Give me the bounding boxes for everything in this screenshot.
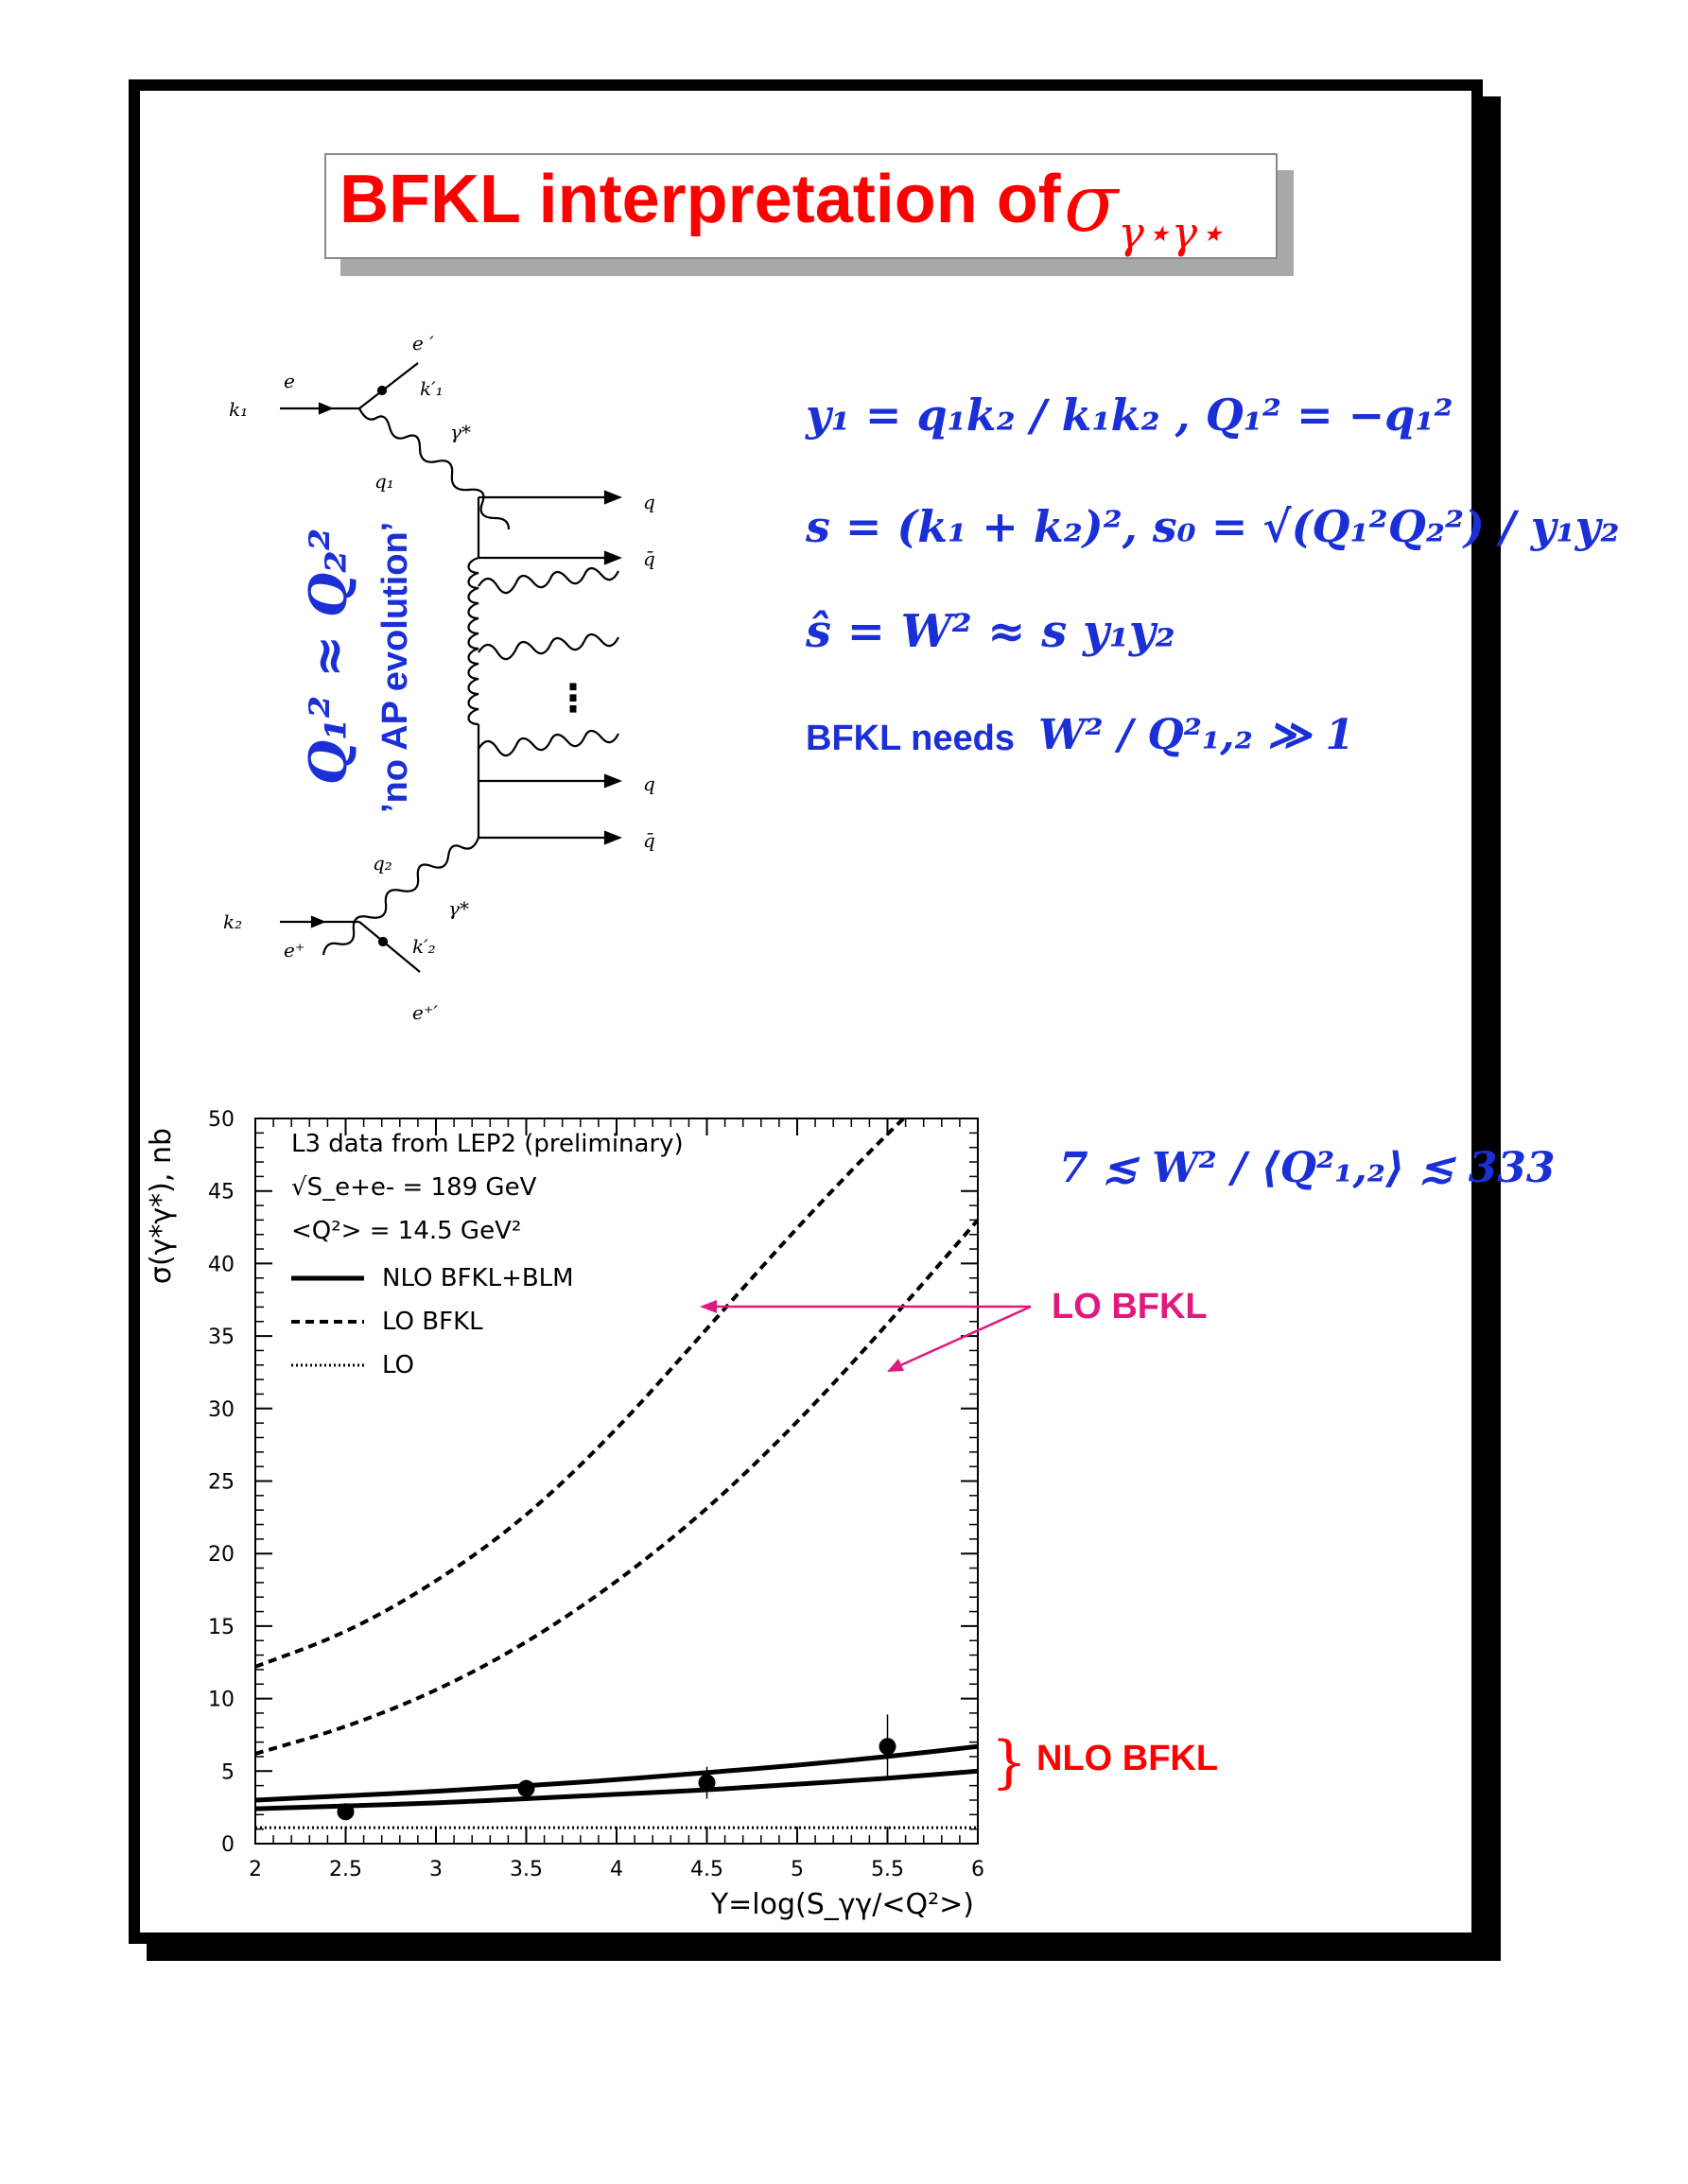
label-e-plus-prime: e⁺′ bbox=[412, 1001, 438, 1024]
y-tick-label: 10 bbox=[208, 1688, 235, 1712]
label-e-prime: e ′ bbox=[412, 332, 434, 355]
label-k2-prime: k′₂ bbox=[412, 935, 436, 958]
label-e: e bbox=[284, 370, 295, 392]
title-sigma-symbol: σ bbox=[1064, 157, 1119, 250]
x-tick-label: 3 bbox=[429, 1858, 443, 1881]
y-tick-label: 35 bbox=[208, 1326, 235, 1350]
nlo-bfkl-annotation: NLO BFKL bbox=[1036, 1739, 1219, 1778]
x-tick-label: 4 bbox=[610, 1858, 623, 1881]
label-q-bottom: q bbox=[643, 772, 655, 795]
legend-entry: LO bbox=[382, 1351, 415, 1379]
y-tick-label: 20 bbox=[208, 1543, 235, 1568]
title-box bbox=[324, 153, 1278, 259]
label-e-plus: e⁺ bbox=[284, 939, 305, 962]
y-tick-label: 40 bbox=[208, 1253, 235, 1277]
y-tick-label: 25 bbox=[208, 1470, 235, 1495]
legend-header-line: L3 data from LEP2 (preliminary) bbox=[291, 1130, 684, 1158]
legend-entry: LO BFKL bbox=[382, 1308, 483, 1336]
label-q1: q₁ bbox=[374, 470, 394, 493]
label-k1: k₁ bbox=[229, 398, 249, 421]
y-tick-label: 30 bbox=[208, 1397, 235, 1422]
label-k2: k₂ bbox=[223, 910, 243, 933]
equation-y1: y₁ = q₁k₂ / k₁k₂ , Q₁² = −q₁² bbox=[806, 390, 1453, 441]
equation-range: 7 ≲ W² / ⟨Q²₁,₂⟩ ≲ 333 bbox=[1059, 1144, 1556, 1192]
lo-bfkl-annotation: LO BFKL bbox=[1052, 1287, 1208, 1326]
equation-bfkl-needs-text: BFKL needs bbox=[806, 719, 1016, 758]
x-axis-label: Y=log(S_γγ/<Q²>) bbox=[710, 1888, 974, 1921]
x-tick-label: 6 bbox=[971, 1858, 984, 1881]
equation-shat: ŝ = W² ≈ s y₁y₂ bbox=[806, 605, 1175, 658]
equation-s: s = (k₁ + k₂)², s₀ = √(Q₁²Q₂²) / y₁y₂ bbox=[806, 501, 1620, 552]
side-formula: Q₁² ≈ Q₂² bbox=[298, 528, 358, 785]
legend-entry: NLO BFKL+BLM bbox=[382, 1264, 574, 1292]
slide-frame bbox=[129, 79, 1483, 1944]
y-tick-label: 15 bbox=[208, 1615, 235, 1639]
label-qbar-top: q̄ bbox=[643, 547, 655, 570]
x-tick-label: 2.5 bbox=[329, 1858, 362, 1881]
side-note: ’no AP evolution’ bbox=[375, 521, 415, 813]
title-sigma bbox=[1064, 157, 1225, 258]
label-qbar-bottom: q̄ bbox=[643, 829, 655, 852]
x-tick-label: 2 bbox=[249, 1858, 262, 1881]
legend-header-line: √S_e+e- = 189 GeV bbox=[291, 1173, 537, 1202]
x-tick-label: 3.5 bbox=[510, 1858, 543, 1881]
legend-header-line: <Q²> = 14.5 GeV² bbox=[291, 1217, 522, 1245]
x-tick-label: 4.5 bbox=[690, 1858, 723, 1881]
x-tick-label: 5.5 bbox=[871, 1858, 904, 1881]
label-k1-prime: k′₁ bbox=[420, 377, 444, 400]
label-gamma-star-bottom: γ* bbox=[448, 897, 469, 920]
y-tick-label: 45 bbox=[208, 1180, 235, 1205]
label-q2: q₂ bbox=[373, 852, 392, 875]
equation-bfkl-needs-formula: W² / Q²₁,₂ ≫ 1 bbox=[1038, 711, 1355, 759]
ladder-dots: ⋮ bbox=[554, 677, 592, 720]
y-tick-label: 0 bbox=[221, 1833, 235, 1857]
y-axis-label: σ(γ*γ*), nb bbox=[145, 1128, 178, 1285]
label-gamma-star-top: γ* bbox=[450, 421, 471, 443]
x-tick-label: 5 bbox=[791, 1858, 804, 1881]
label-q-top: q bbox=[643, 491, 655, 513]
page-title: BFKL interpretation of bbox=[339, 162, 1061, 237]
nlo-brace: } bbox=[991, 1729, 1028, 1795]
y-tick-label: 5 bbox=[221, 1760, 235, 1785]
title-subscript: γ⋆γ⋆ bbox=[1118, 207, 1225, 258]
y-tick-label: 50 bbox=[208, 1108, 235, 1132]
